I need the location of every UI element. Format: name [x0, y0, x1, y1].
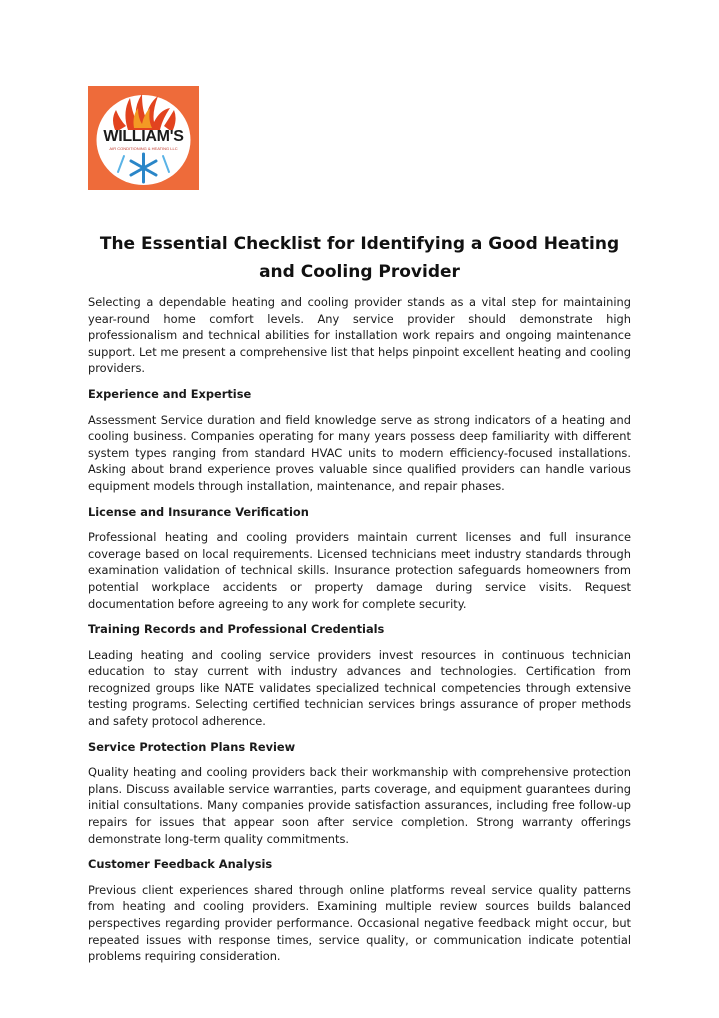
section-heading: Service Protection Plans Review: [88, 739, 296, 754]
section-heading: Training Records and Professional Credentials: [88, 622, 385, 637]
section-heading: Experience and Expertise: [88, 386, 252, 401]
section-paragraph: Quality heating and cooling providers back their workmanship with comprehensive protection plans. Discuss available service warranties, parts coverage, and equipment guarantees during initial consultations. Many companies provide satisfaction assurances, including free follow-up repairs for issues that appear soon after service completion. Strong warranty offerings demonstrate long-term quality commitments.: [88, 765, 631, 846]
section-paragraph: Leading heating and cooling service providers invest resources in continuous technician education to stay current with industry advances and technologies. Certification from recognized groups like NATE validates specialized technical competencies through extensive testing programs. Selecting certified technician services brings assurance of proper methods and safety protocol adherence.: [88, 647, 631, 729]
company-logo: [88, 86, 199, 190]
document-body: [88, 294, 631, 974]
intro-paragraph: Selecting a dependable heating and cooling provider stands as a vital step for maintaining year-round home comfort levels. Any service provider should demonstrate high professionalism and technical abilities for installation work repairs and ongoing maintenance support. Let me present a comprehensive list that helps pinpoint excellent heating and cooling providers.: [88, 295, 631, 376]
section-paragraph: Assessment Service duration and field knowledge serve as strong indicators of a heating and cooling business. Companies operating for many years possess deep familiarity with different system types ranging from standard HVAC units to modern efficiency-focused installations. Asking about brand experience proves valuable since qualified providers can handle various equipment models through installation, maintenance, and repair phases.: [88, 412, 631, 493]
page-title: The Essential Checklist for Identifying a Good Heating and Cooling Provider: [99, 234, 620, 282]
section-paragraph: Previous client experiences shared through online platforms reveal service quality patterns from heating and cooling providers. Examining multiple review sources builds balanced perspectives regarding provider performance. Occasional negative feedback might occur, but repeated issues with response times, service quality, or communication indicate potential problems requiring consideration.: [88, 882, 631, 964]
section-heading: Customer Feedback Analysis: [88, 857, 273, 872]
section-heading: License and Insurance Verification: [88, 504, 309, 519]
logo-tagline-text: AIR CONDITIONING & HEATING LLC: [109, 146, 178, 151]
logo-brand-text: WILLIAM'S: [103, 128, 184, 145]
section-paragraph: Professional heating and cooling providers maintain current licenses and full insurance coverage based on local requirements. Licensed technicians meet industry standards through examination validation of technical skills. Insurance protection safeguards homeowners from potential workplace accidents or property damage during service visits. Request documentation before agreeing to any work for complete security.: [88, 530, 631, 611]
